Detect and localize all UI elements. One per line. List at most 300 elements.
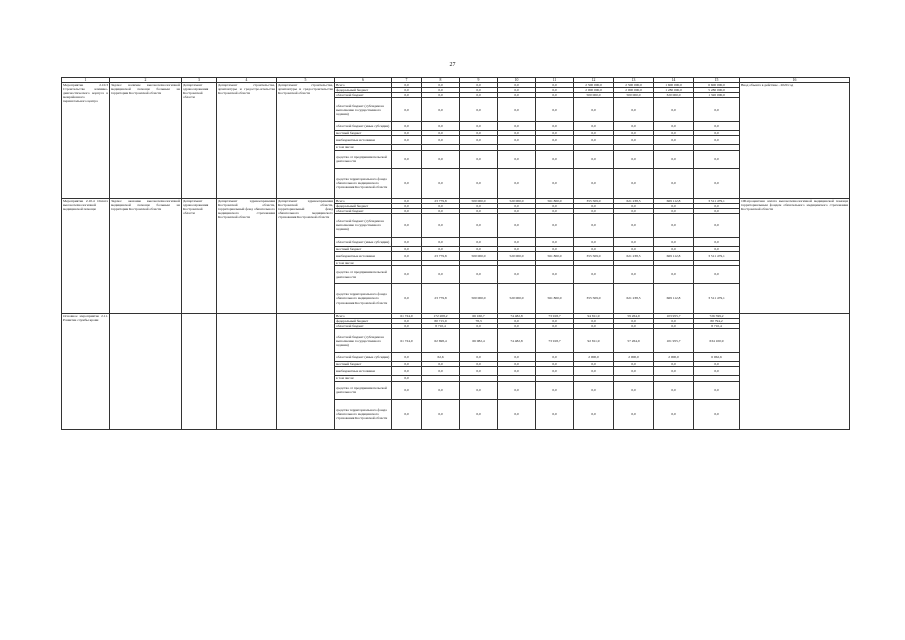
amount-cell: 0,0 <box>654 381 694 399</box>
amount-cell: 0,0 <box>614 168 654 198</box>
coexecutor-cell <box>182 314 217 429</box>
amount-cell: 2 000 000,0 <box>614 88 654 93</box>
amount-cell: 3 511 479,1 <box>694 198 740 203</box>
amount-cell: 0,0 <box>498 98 536 122</box>
amount-cell: 62 698,4 <box>422 329 460 353</box>
amount-cell: 0,0 <box>694 381 740 399</box>
amount-cell: 0,0 <box>536 168 574 198</box>
amount-cell: 0,0 <box>654 266 694 284</box>
amount-cell: 0,0 <box>654 98 694 122</box>
funding-source-cell: средства территориального фонда обязательного медицинского страхования Костромской области <box>335 168 392 198</box>
amount-cell: 0,0 <box>694 98 740 122</box>
amount-cell: 520 000,0 <box>498 198 536 203</box>
column-number: 16 <box>740 78 850 83</box>
funding-source-cell: средства от предпринимательской деятельности <box>335 150 392 168</box>
amount-cell: 57 264,9 <box>614 329 654 353</box>
amount-cell: 0,0 <box>460 131 498 136</box>
event-name-cell: Основное мероприятие 2.11. Развитие службы крови <box>62 314 110 429</box>
amount-cell: 2 500 000,0 <box>574 83 614 88</box>
funding-source-cell: в том числе: <box>335 376 392 381</box>
amount-cell: 0,0 <box>574 136 614 145</box>
amount-cell: 0,0 <box>694 168 740 198</box>
amount-cell: 0,0 <box>614 319 654 324</box>
amount-cell: 74 482,8 <box>498 314 536 319</box>
column-number: 3 <box>182 78 217 83</box>
amount-cell: 0,0 <box>536 399 574 429</box>
funding-source-cell: областной бюджет (субсидии на выполнение государственного задания) <box>335 213 392 237</box>
amount-cell: 1 280 000,0 <box>654 88 694 93</box>
amount-cell: 8 710,4 <box>422 324 460 329</box>
amount-cell: 0,0 <box>694 131 740 136</box>
amount-cell: 2 500 000,0 <box>614 83 654 88</box>
amount-cell: 0,0 <box>536 131 574 136</box>
amount-cell: 0,0 <box>536 353 574 362</box>
amount-cell: 0,0 <box>694 362 740 367</box>
amount-cell: 0,0 <box>460 122 498 131</box>
amount-cell: 500 000,0 <box>460 251 498 260</box>
amount-cell: 0,0 <box>614 324 654 329</box>
amount-cell: 0,0 <box>392 122 422 131</box>
amount-cell: 0,0 <box>694 246 740 251</box>
amount-cell: 0,0 <box>536 367 574 376</box>
amount-cell: 0,0 <box>460 399 498 429</box>
funding-source-cell: средства территориального фонда обязательного медицинского страхования Костромской области <box>335 284 392 314</box>
amount-cell: 0,0 <box>614 122 654 131</box>
amount-cell: 0,0 <box>536 324 574 329</box>
amount-cell: 0,0 <box>422 237 460 246</box>
amount-cell: 0,0 <box>498 353 536 362</box>
amount-cell: 500 000,0 <box>460 284 498 314</box>
amount-cell: 0,0 <box>574 399 614 429</box>
amount-cell: 0,0 <box>460 83 498 88</box>
amount-cell: 0,0 <box>536 203 574 208</box>
amount-cell: 0,0 <box>574 324 614 329</box>
amount-cell: 5 280 000,0 <box>694 88 740 93</box>
amount-cell: 0,0 <box>460 93 498 98</box>
amount-cell: 0,0 <box>694 399 740 429</box>
amount-cell: 0,0 <box>574 150 614 168</box>
column-number: 12 <box>574 78 614 83</box>
amount-cell: 172 208,2 <box>422 314 460 319</box>
amount-cell: 0,0 <box>574 213 614 237</box>
amount-cell: 634 100,9 <box>694 329 740 353</box>
amount-cell: 6 062,6 <box>694 353 740 362</box>
amount-cell: 0,0 <box>498 83 536 88</box>
funding-source-cell: областной бюджет (иные субсидии) <box>335 122 392 131</box>
amount-cell: 0,0 <box>614 399 654 429</box>
funding-source-cell: областной бюджет <box>335 93 392 98</box>
amount-cell: 0,0 <box>694 367 740 376</box>
amount-cell: 0,0 <box>460 168 498 198</box>
amount-cell: 0,0 <box>694 213 740 237</box>
amount-cell: 73 918,7 <box>536 329 574 353</box>
amount-cell: 0,0 <box>654 208 694 213</box>
funding-source-cell: местный бюджет <box>335 362 392 367</box>
amount-cell: 0,0 <box>654 150 694 168</box>
amount-cell: 355 509,0 <box>574 251 614 260</box>
amount-cell: 3 511 479,1 <box>694 284 740 314</box>
amount-cell: 0,0 <box>460 266 498 284</box>
amount-cell: 320 000,0 <box>654 93 694 98</box>
executor-cell <box>217 314 277 429</box>
amount-cell: 23 779,8 <box>422 251 460 260</box>
amount-cell: 0,0 <box>614 136 654 145</box>
amount-cell: 0,0 <box>654 246 694 251</box>
amount-cell: 0,0 <box>694 203 740 208</box>
amount-cell: 0,0 <box>460 367 498 376</box>
amount-cell: 0,0 <box>392 237 422 246</box>
amount-cell: 0,0 <box>654 319 694 324</box>
amount-cell: 0,0 <box>422 213 460 237</box>
amount-cell: 0,0 <box>498 88 536 93</box>
column-number: 13 <box>614 78 654 83</box>
amount-cell: 0,0 <box>392 168 422 198</box>
amount-cell: 0,0 <box>422 367 460 376</box>
amount-cell: 0,0 <box>654 122 694 131</box>
page-number: 27 <box>449 62 456 68</box>
amount-cell: 0,0 <box>422 136 460 145</box>
amount-cell: 0,0 <box>694 136 740 145</box>
amount-cell: 0,0 <box>536 362 574 367</box>
amount-cell: 0,0 <box>392 246 422 251</box>
amount-cell: 0,0 <box>498 381 536 399</box>
amount-cell: 0,0 <box>654 213 694 237</box>
amount-cell: 726 599,2 <box>694 314 740 319</box>
amount-cell: 0,0 <box>392 208 422 213</box>
amount-cell: 0,0 <box>498 168 536 198</box>
amount-cell: 0,0 <box>536 213 574 237</box>
amount-cell: 0,0 <box>614 381 654 399</box>
amount-cell: 669 112,8 <box>654 284 694 314</box>
amount-cell: 0,0 <box>392 324 422 329</box>
amount-cell: 0,0 <box>574 266 614 284</box>
funding-source-cell: в том числе: <box>335 145 392 150</box>
amount-cell: 61 724,0 <box>392 329 422 353</box>
coexecutor-cell: Департамент здравоохранения Костромской области <box>182 83 217 198</box>
funding-source-cell: областной бюджет (иные субсидии) <box>335 353 392 362</box>
amount-cell: 0,0 <box>694 266 740 284</box>
amount-cell: 0,0 <box>460 362 498 367</box>
amount-cell: 0,0 <box>536 83 574 88</box>
indicator-cell: Ввод объекта в действие - 2020 год <box>740 83 850 198</box>
funding-source-cell: федеральный бюджет <box>335 319 392 324</box>
funding-source-cell: средства от предпринимательской деятельности <box>335 266 392 284</box>
amount-cell: 561 800,0 <box>536 251 574 260</box>
amount-cell: 0,0 <box>574 362 614 367</box>
amount-cell: 520 000,0 <box>498 251 536 260</box>
amount-cell: 0,0 <box>536 150 574 168</box>
amount-cell: 0,0 <box>574 237 614 246</box>
amount-cell: 0,0 <box>460 136 498 145</box>
amount-cell: 0,0 <box>574 208 614 213</box>
amount-cell: 0,0 <box>694 122 740 131</box>
amount-cell: 669 112,8 <box>654 198 694 203</box>
amount-cell: 0,0 <box>574 319 614 324</box>
amount-cell: 0,0 <box>422 88 460 93</box>
amount-cell: 0,0 <box>422 381 460 399</box>
amount-cell: 0,0 <box>654 237 694 246</box>
amount-cell: 621 238,5 <box>614 251 654 260</box>
indicator-cell <box>740 314 850 429</box>
amount-cell: 23 779,8 <box>422 198 460 203</box>
amount-cell: 0,0 <box>392 367 422 376</box>
amount-cell: 0,0 <box>392 399 422 429</box>
amount-cell: 0,0 <box>654 136 694 145</box>
amount-cell: 0,0 <box>574 98 614 122</box>
amount-cell: 355 509,0 <box>574 198 614 203</box>
amount-cell: 561 800,0 <box>536 284 574 314</box>
amount-cell: 0,0 <box>536 93 574 98</box>
funding-source-cell: средства территориального фонда обязательного медицинского страхования Костромской области <box>335 399 392 429</box>
task-cell <box>110 314 182 429</box>
amount-cell: 621 238,5 <box>614 284 654 314</box>
amount-cell: 0,0 <box>498 208 536 213</box>
amount-cell: 0,0 <box>536 136 574 145</box>
amount-cell: 0,0 <box>614 208 654 213</box>
amount-cell: 0,0 <box>460 88 498 93</box>
amount-cell: 0,0 <box>614 362 654 367</box>
amount-cell: 0,0 <box>498 237 536 246</box>
amount-cell: 0,0 <box>498 399 536 429</box>
column-number: 1 <box>62 78 110 83</box>
amount-cell: 0,0 <box>392 131 422 136</box>
amount-cell: 0,0 <box>392 266 422 284</box>
executor-cell: Департамент здравоохранения Костромской области, территориальный фонд обязательного медицинского страхования Костромской области <box>217 198 277 313</box>
funding-source-cell: федеральный бюджет <box>335 88 392 93</box>
amount-cell: 0,0 <box>536 319 574 324</box>
amount-cell: 0,0 <box>460 237 498 246</box>
amount-cell: 0,0 <box>498 131 536 136</box>
amount-cell: 0,0 <box>392 98 422 122</box>
amount-cell: 0,0 <box>460 213 498 237</box>
amount-cell: 59 264,9 <box>614 314 654 319</box>
amount-cell: 0,0 <box>574 122 614 131</box>
amount-cell: 0,0 <box>422 203 460 208</box>
amount-cell: 2 000 000,0 <box>574 88 614 93</box>
amount-cell: 0,0 <box>536 246 574 251</box>
amount-cell: 0,0 <box>422 122 460 131</box>
amount-cell: 0,0 <box>654 168 694 198</box>
amount-cell: 0,0 <box>392 251 422 260</box>
amount-cell: 0,0 <box>422 208 460 213</box>
amount-cell: 0,0 <box>614 266 654 284</box>
amount-cell: 94 811,9 <box>574 314 614 319</box>
amount-cell: 0,0 <box>422 98 460 122</box>
amount-cell: 0,0 <box>422 83 460 88</box>
amount-cell: 0,0 <box>422 168 460 198</box>
amount-cell: 23 779,8 <box>422 284 460 314</box>
amount-cell: 520 000,0 <box>498 284 536 314</box>
amount-cell: 0,0 <box>498 136 536 145</box>
amount-cell: 2 000,0 <box>574 353 614 362</box>
amount-cell: 0,0 <box>460 246 498 251</box>
amount-cell: 0,0 <box>422 246 460 251</box>
amount-cell: 0,0 <box>498 246 536 251</box>
amount-cell: 80 715,9 <box>422 319 460 324</box>
task-cell: Задача: оказание высокотехнологичной медицинской помощи больным на территории Костромской области <box>110 198 182 313</box>
funding-source-cell: областной бюджет (субсидии на выполнение государственного задания) <box>335 98 392 122</box>
amount-cell: 0,0 <box>498 266 536 284</box>
funding-source-cell: Всего <box>335 314 392 319</box>
amount-cell: 0,0 <box>498 203 536 208</box>
funding-source-cell: Всего <box>335 83 392 88</box>
executor-cell: Департамент строительства, архитектуры и градостро-ительства Костромской области <box>217 83 277 198</box>
amount-cell: 0,0 <box>694 208 740 213</box>
amount-cell: 0,0 <box>536 237 574 246</box>
amount-cell: 0,0 <box>614 203 654 208</box>
amount-cell: 500 000,0 <box>614 93 654 98</box>
amount-cell: 0,0 <box>574 131 614 136</box>
amount-cell: 103 955,7 <box>654 314 694 319</box>
amount-cell: 0,0 <box>392 93 422 98</box>
amount-cell: 0,0 <box>392 83 422 88</box>
amount-cell: 621 238,5 <box>614 198 654 203</box>
amount-cell: 0,0 <box>392 362 422 367</box>
amount-cell: 0,0 <box>614 367 654 376</box>
amount-cell: 0,0 <box>654 131 694 136</box>
amount-cell: 0,0 <box>422 266 460 284</box>
amount-cell: 0,0 <box>392 284 422 314</box>
amount-cell: 0,0 <box>498 93 536 98</box>
amount-cell: 355 509,0 <box>574 284 614 314</box>
funding-source-cell: местный бюджет <box>335 246 392 251</box>
column-number: 14 <box>654 78 694 83</box>
column-number: 9 <box>460 78 498 83</box>
amount-cell: 0,0 <box>614 98 654 122</box>
amount-cell: 0,0 <box>460 150 498 168</box>
amount-cell: 1 600 000,0 <box>654 83 694 88</box>
amount-cell: 0,0 <box>498 319 536 324</box>
amount-cell: 66 160,7 <box>460 314 498 319</box>
amount-cell: 8 710,4 <box>694 324 740 329</box>
amount-cell: 0,0 <box>536 122 574 131</box>
amount-cell: 0,0 <box>654 203 694 208</box>
funding-source-cell: областной бюджет (субсидии на выполнение государственного задания) <box>335 329 392 353</box>
amount-cell: 0,0 <box>422 362 460 367</box>
amount-cell: 0,0 <box>422 93 460 98</box>
amount-cell: 0,0 <box>498 324 536 329</box>
amount-cell: 101 955,7 <box>654 329 694 353</box>
funding-source-cell: внебюджетные источники <box>335 367 392 376</box>
amount-cell: 0,0 <box>460 324 498 329</box>
amount-cell: 73 918,7 <box>536 314 574 319</box>
amount-cell: 1 320 000,0 <box>694 93 740 98</box>
amount-cell: 0,0 <box>392 136 422 145</box>
amount-cell: 61 724,0 <box>392 314 422 319</box>
amount-cell: 0,0 <box>392 198 422 203</box>
amount-cell: 0,0 <box>694 237 740 246</box>
column-number: 5 <box>277 78 335 83</box>
amount-cell: 0,0 <box>498 150 536 168</box>
amount-cell: 0,0 <box>536 98 574 122</box>
funding-source-cell: внебюджетные источники <box>335 136 392 145</box>
column-number: 15 <box>694 78 740 83</box>
funding-source-cell: средства от предпринимательской деятельности <box>335 381 392 399</box>
column-number: 6 <box>335 78 392 83</box>
funding-source-cell: областной бюджет <box>335 208 392 213</box>
funding-source-cell: областной бюджет <box>335 324 392 329</box>
event-name-cell: Мероприятие 2.10.3 Строительство клинико-диагностического корпуса в межрайонного перинатального центра <box>62 83 110 198</box>
amount-cell: 0,0 <box>392 213 422 237</box>
funding-source-cell: внебюджетные источники <box>335 251 392 260</box>
task-cell: Задача: наличие высокотехнологичной медицинской помощи больным на территории Костромской области <box>110 83 182 198</box>
amount-cell: 0,0 <box>392 203 422 208</box>
amount-cell: 0,0 <box>574 367 614 376</box>
funding-source-cell: в том числе: <box>335 260 392 265</box>
column-number: 8 <box>422 78 460 83</box>
amount-cell: 0,0 <box>574 246 614 251</box>
amount-cell: 0,0 <box>654 399 694 429</box>
amount-cell: 0,0 <box>422 131 460 136</box>
amount-cell: 92 811,9 <box>574 329 614 353</box>
amount-cell: 0,0 <box>392 381 422 399</box>
amount-cell: 0,0 <box>536 208 574 213</box>
amount-cell: 78,3 <box>460 319 498 324</box>
amount-cell: 0,0 <box>422 399 460 429</box>
funding-source-cell: местный бюджет <box>335 131 392 136</box>
amount-cell: 0,0 <box>392 353 422 362</box>
amount-cell: 0,0 <box>654 324 694 329</box>
amount-cell: 0,0 <box>460 203 498 208</box>
coexecutor-cell: Департамент здравоохранения Костромской области <box>182 198 217 313</box>
amount-cell: 0,0 <box>498 122 536 131</box>
amount-cell: 0,0 <box>392 88 422 93</box>
column-number: 11 <box>536 78 574 83</box>
event-name-cell: Мероприятие 2.10.4 Оплата высокотехнологичной медицинской помощи <box>62 198 110 313</box>
amount-cell: 669 112,8 <box>654 251 694 260</box>
amount-cell: 0,0 <box>460 208 498 213</box>
amount-cell: 2 000,0 <box>614 353 654 362</box>
customer-cell: Департамент строительства, архитектуры и градостроительства Костромской области <box>277 83 335 198</box>
amount-cell: 500 000,0 <box>574 93 614 98</box>
amount-cell: 0,0 <box>614 131 654 136</box>
amount-cell: 0,0 <box>460 98 498 122</box>
amount-cell: 80 794,2 <box>694 319 740 324</box>
funding-source-cell: областной бюджет (иные субсидии) <box>335 237 392 246</box>
customer-cell <box>277 314 335 429</box>
column-number: 4 <box>217 78 277 83</box>
column-number: 7 <box>392 78 422 83</box>
amount-cell: 0,0 <box>392 319 422 324</box>
funding-source-cell: Всего <box>335 198 392 203</box>
amount-cell: 0,0 <box>654 362 694 367</box>
amount-cell: 0,0 <box>460 381 498 399</box>
amount-cell: 66 082,4 <box>460 329 498 353</box>
amount-cell: 0,0 <box>422 150 460 168</box>
amount-cell: 0,0 <box>392 150 422 168</box>
amount-cell: 561 800,0 <box>536 198 574 203</box>
amount-cell: 500 000,0 <box>460 198 498 203</box>
customer-cell: Департамент здравоохранения Костромской области, территориальный фонд обязательного медицинского страхования Костромской области <box>277 198 335 313</box>
amount-cell: 0,0 <box>536 88 574 93</box>
amount-cell: 0,0 <box>614 150 654 168</box>
amount-cell: 0,0 <box>536 381 574 399</box>
amount-cell: 74 482,8 <box>498 329 536 353</box>
amount-cell: 0,0 <box>498 367 536 376</box>
indicator-cell: 100-процентная оплата высокотехнологичной медицинской помощи территориальным фондом обязательного медицинского страхования Костромской области <box>740 198 850 313</box>
amount-cell: 0,0 <box>694 150 740 168</box>
amount-cell: 3 511 479,1 <box>694 251 740 260</box>
amount-cell: 0,0 <box>614 237 654 246</box>
amount-cell: 0,0 <box>392 376 422 381</box>
column-number: 2 <box>110 78 182 83</box>
amount-cell: 0,0 <box>536 266 574 284</box>
amount-cell: 6 600 000,0 <box>694 83 740 88</box>
amount-cell: 0,0 <box>574 168 614 198</box>
amount-cell: 2 000,0 <box>654 353 694 362</box>
amount-cell: 0,0 <box>498 362 536 367</box>
amount-cell: 62,6 <box>422 353 460 362</box>
